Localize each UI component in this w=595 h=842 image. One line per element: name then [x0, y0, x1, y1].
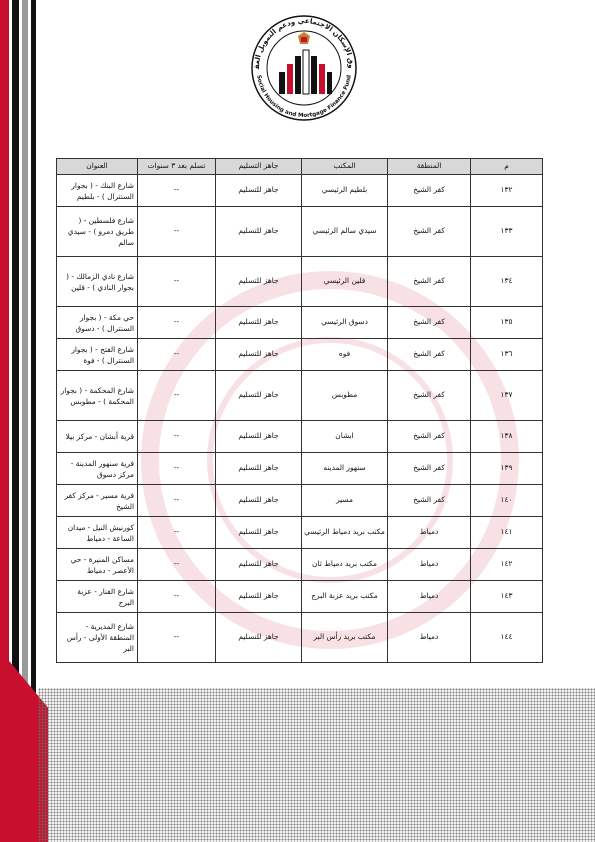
cell-ready: جاهز للتسليم	[216, 339, 302, 371]
cell-office: مكتب بريد دمياط ثان	[302, 549, 388, 581]
cell-num: ١٣٩	[471, 453, 543, 485]
cell-office: سنهور المدينه	[302, 453, 388, 485]
fund-logo-emblem-icon	[245, 8, 363, 126]
cell-region: كفر الشيخ	[388, 485, 471, 517]
table-row	[57, 453, 543, 485]
table-row	[57, 175, 543, 207]
cell-address: شارع الفنار - عزبة البرج	[57, 581, 138, 613]
cell-late: --	[138, 371, 216, 421]
cell-late: --	[138, 257, 216, 307]
cell-ready: جاهز للتسليم	[216, 307, 302, 339]
cell-region: دمياط	[388, 517, 471, 549]
cell-num: ١٤٣	[471, 581, 543, 613]
offices-table-wrapper	[56, 158, 542, 663]
cell-office: مسير	[302, 485, 388, 517]
cell-late: --	[138, 517, 216, 549]
cell-address: شارع فلسطين - ( طريق دمرو ) - سيدي سالم	[57, 207, 138, 257]
cell-late: --	[138, 581, 216, 613]
cell-office: ابشان	[302, 421, 388, 453]
cell-region: دمياط	[388, 549, 471, 581]
cell-address: شارع الفتح - ( بجوار السنترال ) - فوة	[57, 339, 138, 371]
header-ready: جاهز التسليم	[216, 159, 302, 175]
cell-ready: جاهز للتسليم	[216, 517, 302, 549]
cell-office: مكتب بريد رأس البر	[302, 613, 388, 663]
cell-late: --	[138, 175, 216, 207]
cell-address: قرية مسير - مركز كفر الشيخ	[57, 485, 138, 517]
cell-late: --	[138, 613, 216, 663]
cell-region: دمياط	[388, 613, 471, 663]
header-num: م	[471, 159, 543, 175]
cell-late: --	[138, 453, 216, 485]
cell-ready: جاهز للتسليم	[216, 421, 302, 453]
cell-ready: جاهز للتسليم	[216, 485, 302, 517]
cell-num: ١٣٢	[471, 175, 543, 207]
cell-ready: جاهز للتسليم	[216, 175, 302, 207]
cell-num: ١٤٠	[471, 485, 543, 517]
cell-num: ١٣٨	[471, 421, 543, 453]
fund-logo	[245, 8, 363, 126]
cell-office: سيدي سالم الرئيسي	[302, 207, 388, 257]
cell-num: ١٤٤	[471, 613, 543, 663]
cell-ready: جاهز للتسليم	[216, 581, 302, 613]
offices-table	[56, 158, 543, 663]
table-row	[57, 339, 543, 371]
cell-num: ١٣٣	[471, 207, 543, 257]
cell-ready: جاهز للتسليم	[216, 257, 302, 307]
cell-num: ١٤٢	[471, 549, 543, 581]
table-row	[57, 257, 543, 307]
table-row	[57, 307, 543, 339]
cell-office: مطوبس	[302, 371, 388, 421]
cell-late: --	[138, 339, 216, 371]
cell-late: --	[138, 207, 216, 257]
cell-address: قرية أبشان - مركز بيلا	[57, 421, 138, 453]
cell-address: شارع المحكمة - ( بجوار المحكمة ) - مطوبس	[57, 371, 138, 421]
table-row	[57, 371, 543, 421]
cell-ready: جاهز للتسليم	[216, 207, 302, 257]
cell-address: شارع المديرية - المنطقة الأولى - رأس البر	[57, 613, 138, 663]
cell-office: دسوق الرئيسي	[302, 307, 388, 339]
cell-address: كورنيش النيل - ميدان الساعة - دمياط	[57, 517, 138, 549]
cell-late: --	[138, 421, 216, 453]
cell-ready: جاهز للتسليم	[216, 549, 302, 581]
cell-late: --	[138, 549, 216, 581]
cell-ready: جاهز للتسليم	[216, 371, 302, 421]
logo-english-text: Social Housing and Mortgage Finance Fund	[255, 74, 353, 120]
table-row	[57, 581, 543, 613]
cell-address: شارع نادي الزمالك - ( بجوار النادي ) - قلين	[57, 257, 138, 307]
cell-num: ١٣٤	[471, 257, 543, 307]
cell-late: --	[138, 485, 216, 517]
cell-region: كفر الشيخ	[388, 175, 471, 207]
table-row	[57, 485, 543, 517]
header-office: المكتب	[302, 159, 388, 175]
dotted-overlay	[38, 688, 595, 842]
cell-address: قرية سنهور المدينة - مركز دسوق	[57, 453, 138, 485]
cell-region: كفر الشيخ	[388, 257, 471, 307]
cell-region: كفر الشيخ	[388, 421, 471, 453]
cell-office: مكتب بريد عزبة البرج	[302, 581, 388, 613]
header-late: تسلم بعد ٣ سنوات	[138, 159, 216, 175]
cell-region: كفر الشيخ	[388, 207, 471, 257]
cell-office: مكتب بريد دمياط الرئيسي	[302, 517, 388, 549]
header-address: العنوان	[57, 159, 138, 175]
cell-num: ١٤١	[471, 517, 543, 549]
cell-region: كفر الشيخ	[388, 339, 471, 371]
cell-office: قلين الرئيسي	[302, 257, 388, 307]
cell-num: ١٣٥	[471, 307, 543, 339]
cell-region: كفر الشيخ	[388, 307, 471, 339]
table-row	[57, 207, 543, 257]
table-row	[57, 517, 543, 549]
table-header-row	[57, 159, 543, 175]
table-row	[57, 549, 543, 581]
table-row	[57, 421, 543, 453]
logo-arabic-text: وق الإسكان الاجتماعي ودعم التمويل العق	[252, 16, 356, 70]
cell-office: فوه	[302, 339, 388, 371]
cell-num: ١٣٧	[471, 371, 543, 421]
table-row	[57, 613, 543, 663]
cell-late: --	[138, 307, 216, 339]
cell-region: دمياط	[388, 581, 471, 613]
header-region: المنطقة	[388, 159, 471, 175]
cell-ready: جاهز للتسليم	[216, 453, 302, 485]
cell-region: كفر الشيخ	[388, 371, 471, 421]
cell-address: شارع البنك - ( بجوار السنترال ) - بلطيم	[57, 175, 138, 207]
cell-region: كفر الشيخ	[388, 453, 471, 485]
cell-office: بلطيم الرئيسي	[302, 175, 388, 207]
cell-address: مساكن المنيرة - حي الأعصر - دمياط	[57, 549, 138, 581]
cell-address: حي مكة - ( بجوار السنترال ) - دسوق	[57, 307, 138, 339]
cell-num: ١٣٦	[471, 339, 543, 371]
cell-ready: جاهز للتسليم	[216, 613, 302, 663]
